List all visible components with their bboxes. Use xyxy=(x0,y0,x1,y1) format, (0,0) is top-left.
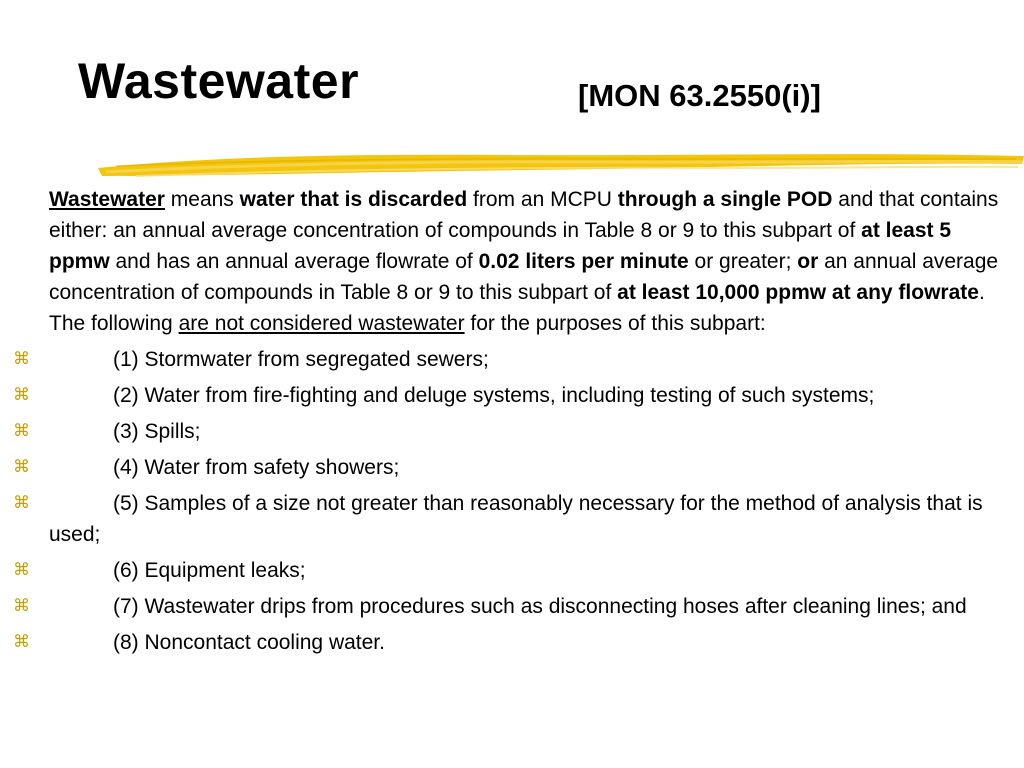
list-item xyxy=(13,627,1009,658)
list-item xyxy=(13,416,1009,447)
intro-bold: or xyxy=(797,250,819,273)
list-item-text: (6) Equipment leaks; xyxy=(113,559,306,582)
command-key-icon: ⌘ xyxy=(13,493,30,513)
command-key-icon: ⌘ xyxy=(13,596,30,616)
list-item-text: (2) Water from fire-fighting and deluge systems, including testing of such systems; xyxy=(113,384,875,407)
list-item xyxy=(13,380,1009,411)
intro-bold: water that is discarded xyxy=(239,188,468,211)
list-item-text: (1) Stormwater from segregated sewers; xyxy=(113,348,489,371)
list-item xyxy=(13,344,1009,375)
list-item xyxy=(13,555,1009,586)
command-key-icon: ⌘ xyxy=(13,632,30,652)
slide-body xyxy=(13,184,1009,658)
command-key-icon: ⌘ xyxy=(13,560,30,580)
list-item-text: (8) Noncontact cooling water. xyxy=(113,631,385,654)
defined-term: Wastewater xyxy=(49,188,165,211)
command-key-icon: ⌘ xyxy=(13,385,30,405)
regulation-reference: [MON 63.2550(i)] xyxy=(578,78,821,113)
command-key-icon: ⌘ xyxy=(13,457,30,477)
list-item-text: (7) Wastewater drips from procedures such as disconnecting hoses after cleaning lines; and xyxy=(113,595,967,618)
intro-text: or greater; xyxy=(688,250,798,273)
intro-text: means xyxy=(164,188,240,211)
definition-paragraph xyxy=(49,184,1009,339)
slide-title: Wastewater xyxy=(78,53,360,109)
list-item-text: (3) Spills; xyxy=(113,420,201,443)
list-item xyxy=(13,452,1009,483)
intro-text: for the purposes of this subpart: xyxy=(464,312,766,335)
intro-bold: through a single POD xyxy=(617,188,833,211)
command-key-icon: ⌘ xyxy=(13,349,30,369)
exclusion-list xyxy=(13,344,1009,658)
list-item-text: (5) Samples of a size not greater than reasonably necessary for the method of analysis that is used; xyxy=(49,492,983,546)
list-item xyxy=(13,591,1009,622)
intro-bold: at least 5 ppmw xyxy=(49,219,952,273)
list-item xyxy=(13,488,1009,550)
intro-text: and that contains either: an annual average concentration of compounds in Table 8 or 9 to this subpart of xyxy=(49,188,999,242)
yellow-brush-stroke-divider xyxy=(96,146,1024,186)
command-key-icon: ⌘ xyxy=(13,421,30,441)
intro-bold: at least 10,000 ppmw at any flowrate xyxy=(617,281,979,304)
intro-text: and has an annual average flowrate of xyxy=(109,250,479,273)
intro-underlined: are not considered wastewater xyxy=(178,312,465,335)
intro-text: . The following xyxy=(49,281,985,335)
intro-bold: 0.02 liters per minute xyxy=(478,250,689,273)
intro-text: an annual average concentration of compounds in Table 8 or 9 to this subpart of xyxy=(49,250,999,304)
list-item-text: (4) Water from safety showers; xyxy=(113,456,400,479)
intro-text: from an MCPU xyxy=(467,188,618,211)
